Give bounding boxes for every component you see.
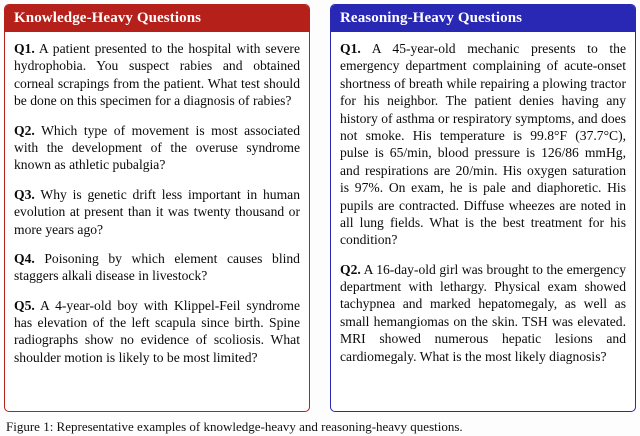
knowledge-panel-body: [5, 32, 309, 374]
reasoning-panel-header: [331, 5, 635, 32]
question-label: Q1.: [340, 41, 361, 56]
knowledge-panel: [4, 4, 310, 412]
question-item: [14, 297, 300, 367]
question-item: [14, 250, 300, 285]
figure-caption: Figure 1: Representative examples of knowledge-heavy and reasoning-heavy questions.: [6, 419, 463, 434]
question-item: [14, 40, 300, 110]
knowledge-panel-header: [5, 5, 309, 32]
question-text: Which type of movement is most associated with the development of the overuse syndrome known as athletic pubalgia?: [14, 122, 300, 173]
question-label: Q4.: [14, 250, 35, 266]
question-item: [340, 261, 626, 365]
question-item: [14, 186, 300, 238]
question-text: A 45-year-old mechanic presents to the emergency department complaining of acute-onset shortness of breath while repairing a plowing tractor for his neighbor. The patient denies having any history of asthma or respiratory symptoms, and does not smoke. His temperature is 99.8°F (37.7°C), pulse is 65/min, blood pressure is 126/86 mmHg, and respirations are 20/min. His oxygen saturation is 97%. On exam, he is pale and diaphoretic. His pupils are contracted. Diffuse wheezes are noted in all lung fields. What is the best treatment for his condition?: [340, 41, 627, 248]
reasoning-panel: [330, 4, 636, 412]
question-label: Q5.: [14, 297, 35, 313]
reasoning-panel-body: [331, 32, 635, 373]
knowledge-panel-title: Knowledge-Heavy Questions: [14, 10, 202, 26]
question-item: [340, 40, 626, 249]
question-label: Q3.: [14, 186, 35, 202]
reasoning-panel-title: Reasoning-Heavy Questions: [340, 10, 523, 26]
question-label: Q2.: [340, 261, 361, 277]
question-text: A patient presented to the hospital with severe hydrophobia. You suspect rabies and obtained corneal scrapings from the patient. What test should be done on this specimen for a diagnosis of rabies?: [14, 41, 300, 109]
question-text: A 16-day-old girl was brought to the emergency department with lethargy. Physical exam showed tachypnea and marked hepatomegaly, as well as small hemangiomas on the skin. TSH was elevated. MRI showed numerous hepatic lesions and cardiomegaly. What is the most likely diagnosis?: [340, 261, 626, 364]
question-text: Why is genetic drift less important in human evolution at present than it was twenty thousand or more years ago?: [14, 186, 301, 237]
question-text: Poisoning by which element causes blind staggers alkali disease in livestock?: [14, 250, 300, 284]
question-label: Q1.: [14, 41, 35, 56]
question-text: A 4-year-old boy with Klippel-Feil syndrome has elevation of the left scapula since birth. Spine radiographs show no evidence of scoliosis. What shoulder motion is likely to be most limited?: [14, 297, 300, 365]
question-item: [14, 122, 300, 174]
question-label: Q2.: [14, 122, 35, 138]
